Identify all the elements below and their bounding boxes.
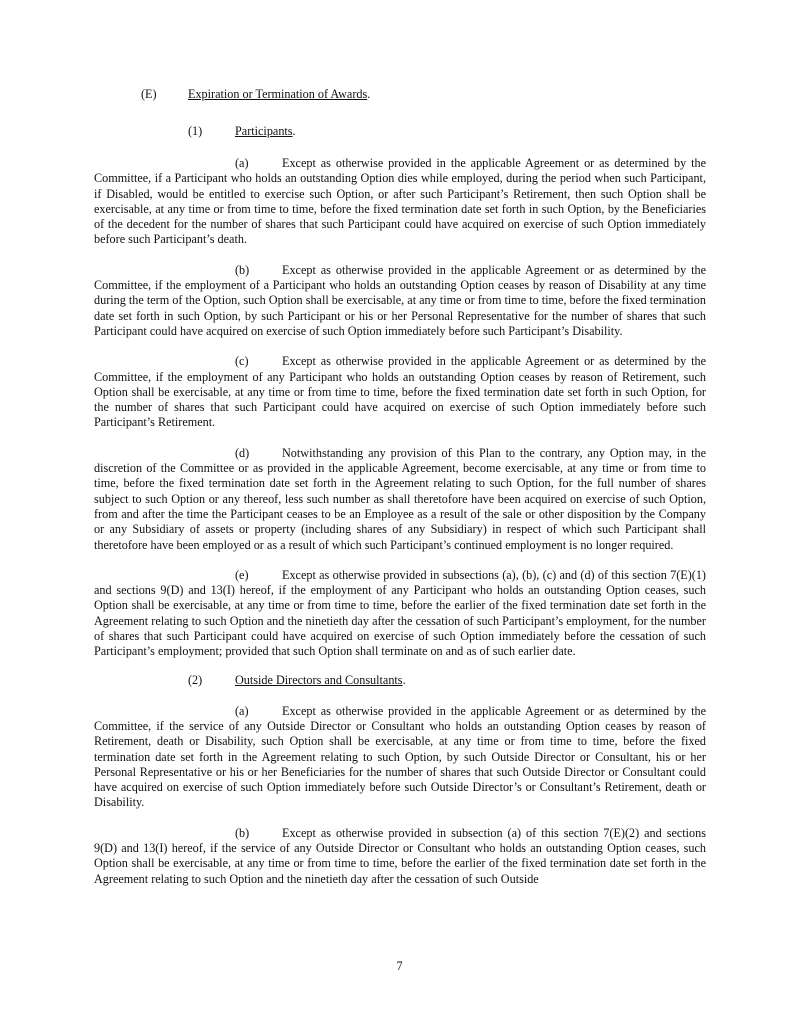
subsection-title-wrap <box>235 673 406 688</box>
paragraph-2b <box>94 826 706 887</box>
section-title-wrap <box>188 87 370 102</box>
paragraph-text: Except as otherwise provided in the applicable Agreement or as determined by the Committee, if the employment of any Participant who holds an outstanding Option ceases by reason of Retirement, such Option shall be exercisable, at any time or from time to time, before the fixed termination date set forth in such Option, for the number of shares that such Participant could have acquired on exercise of such Option immediately before such Participant’s Retirement. <box>94 354 706 430</box>
paragraph-1e <box>94 568 706 660</box>
paragraph-label: (a) <box>235 703 249 718</box>
paragraph-1b <box>94 263 706 339</box>
paragraph-text: Notwithstanding any provision of this Plan to the contrary, any Option may, in the discretion of the Committee or as provided in the applicable Agreement, become exercisable, at any time or from time to time, before the fixed termination date set forth in the Agreement relating to such Option, for the full number of shares subject to such Option or any thereof, less such number as shall theretofore have been acquired on exercise of such Option, from and after the time the Participant ceases to be an Employee as a result of the sale or other disposition by the Company or any Subsidiary of assets or property (including shares of any Subsidiary) in respect of which such Participant shall theretofore have been employed or as a result of which such Participant’s continued employment is no longer required. <box>94 445 706 552</box>
paragraph-text: Except as otherwise provided in subsections (a), (b), (c) and (d) of this section 7(E)(1) and sections 9(D) and 13(I) hereof, if the employment of any Participant who holds an outstanding Option ceases, such Option shall be exercisable, at any time or from time to time, before the earlier of the fixed termination date set forth in the Agreement relating to such Option and the ninetieth day after the cessation of such Participant’s employment, for the number of shares that such Participant could have acquired on exercise of such Option immediately before the cessation of such Participant’s employment; provided that such Option shall terminate on and as of such earlier date. <box>94 567 706 659</box>
subsection-title: Outside Directors and Consultants <box>235 672 403 687</box>
subsection-title-wrap <box>235 124 296 139</box>
subsection-title-suffix: . <box>402 672 406 687</box>
paragraph-text: Except as otherwise provided in subsection (a) of this section 7(E)(2) and sections 9(D) and 13(I) hereof, if the service of any Outside Director or Consultant who holds an outstanding Option ceases, such Option shall be exercisable, at any time or from time to time, before the earlier of the fixed termination date set forth in the Agreement relating to such Option and the ninetieth day after the cessation of such Outside <box>94 825 706 886</box>
section-title-suffix: . <box>367 87 371 101</box>
subsection-title: Participants <box>235 124 293 138</box>
paragraph-text: Except as otherwise provided in the applicable Agreement or as determined by the Committee, if the service of any Outside Director or Consultant who holds an outstanding Option ceases by reason of Retirement, death or Disability, such Option shall be exercisable, at any time or from time to time, before the fixed termination date set forth in the Agreement relating to such Option, by such Outside Director or Consultant, his or her Personal Representative or his or her Beneficiaries for the number of shares that such Outside Director or Consultant could have acquired on exercise of such Option immediately before such Outside Director’s or Consultant’s Retirement, death or Disability. <box>94 703 706 810</box>
section-title: Expiration or Termination of Awards <box>188 87 368 101</box>
paragraph-1d <box>94 446 706 553</box>
document-page <box>94 87 706 887</box>
paragraph-label: (a) <box>235 156 249 170</box>
paragraph-label: (d) <box>235 445 250 460</box>
paragraph-label: (b) <box>235 262 250 277</box>
paragraph-label: (e) <box>235 567 249 582</box>
subsection-number: (2) <box>188 672 203 687</box>
subsection-number: (1) <box>188 124 203 138</box>
paragraph-label: (b) <box>235 825 250 840</box>
paragraph-text: Except as otherwise provided in the applicable Agreement or as determined by the Committee, if a Participant who holds an outstanding Option dies while employed, during the period when such Participant, if Disabled, would be entitled to exercise such Option, or after such Participant’s Retirement, then such Option shall be exercisable, at any time or from time to time, before the fixed termination date set forth in such Option, by the Beneficiaries of the decedent for the number of shares that such Participant could have acquired on exercise of such Option immediately before such Participant’s death. <box>94 156 706 247</box>
page-number: 7 <box>396 959 403 973</box>
section-heading-e <box>94 87 706 102</box>
paragraph-1c <box>94 354 706 430</box>
section-number: (E) <box>141 87 157 101</box>
paragraph-1a <box>94 156 706 248</box>
paragraph-2a <box>94 704 706 811</box>
subsection-heading-1 <box>94 124 706 139</box>
subsection-heading-2 <box>94 673 706 688</box>
paragraph-label: (c) <box>235 354 249 369</box>
paragraph-text: Except as otherwise provided in the applicable Agreement or as determined by the Committee, if the employment of a Participant who holds an outstanding Option ceases by reason of Disability at any time during the term of the Option, such Option shall be exercisable, at any time or from time to time, before the fixed termination date set forth in such Option, by such Participant or his or her Personal Representative for the number of shares that such Participant could have acquired on exercise of such Option immediately before such Participant’s Disability. <box>94 262 706 338</box>
subsection-title-suffix: . <box>292 124 296 138</box>
